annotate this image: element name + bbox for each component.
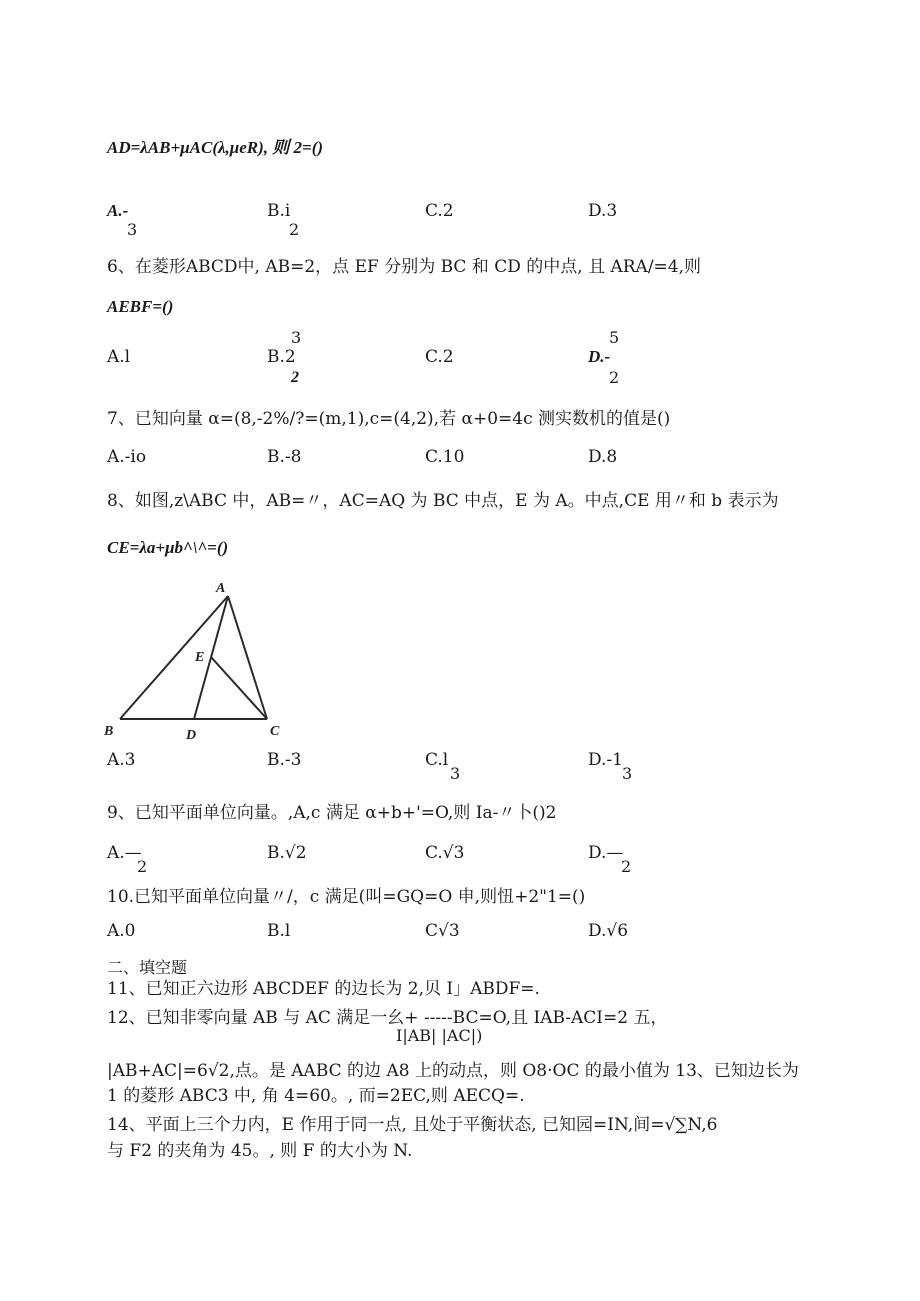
q6-option-d: D.- [588, 347, 611, 366]
q6-stem-line2: AEBF=() [107, 297, 174, 316]
edge-ac [228, 596, 267, 719]
q12-stem: 12、已知非零向量 AB 与 AC 满足一幺+ -----BC=O,且 IAB-ACI=2 五， [107, 1008, 668, 1028]
q8-option-b: B.-3 [267, 750, 302, 770]
q11-stem: 11、已知正六边形 ABCDEF 的边长为 2,贝 I」ABDF=. [107, 979, 540, 999]
q8-option-d: D.-1 [588, 750, 623, 770]
q9-option-a: A.— [107, 843, 142, 863]
q9-stem: 9、已知平面单位向量。,A,c 满足 α+b+'=O,则 Ia-〃卜()2 [107, 803, 557, 823]
q6-option-b-sub: 2 [291, 369, 299, 386]
label-point-d: D [186, 728, 197, 743]
q5-option-a: A.- [107, 201, 129, 220]
q6-option-d-sub: 2 [609, 368, 620, 387]
q7-option-b: B.-8 [267, 447, 302, 467]
q6-option-c: C.2 [425, 347, 454, 367]
q5-option-b-sub: 2 [289, 220, 300, 239]
q7-option-c: C.10 [425, 447, 465, 467]
q8-option-d-sub: 3 [622, 764, 633, 783]
q6-stem: 6、在菱形ABCD中, AB=2，点 EF 分别为 BC 和 CD 的中点, 且 ARA/=4,则 [107, 257, 702, 277]
label-point-c: C [270, 724, 280, 739]
q6-option-d-sup: 5 [609, 328, 620, 347]
q7-stem: 7、已知向量 α=(8,-2%/?=(m,1),c=(4,2),若 α+0=4c 测实数机的值是() [107, 409, 671, 429]
q10-option-d: D.√6 [588, 921, 629, 941]
triangle-figure [100, 575, 300, 745]
q8-stem: 8、如图,z\ABC 中，AB=〃，AC=AQ 为 BC 中点，E 为 A。中点,CE 用〃和 b 表示为 [107, 491, 779, 511]
q8-option-a: A.3 [107, 750, 136, 770]
q8-option-c: C.l [425, 750, 449, 770]
q8-option-c-sub: 3 [450, 764, 461, 783]
q9-option-a-sub: 2 [137, 857, 148, 876]
q10-option-b: B.l [267, 921, 291, 941]
q9-option-c: C.√3 [425, 843, 465, 863]
label-point-e: E [195, 650, 205, 665]
label-point-b: B [104, 724, 114, 739]
q14-stem-line2: 与 F2 的夹角为 45。, 则 F 的大小为 N. [107, 1141, 413, 1161]
q6-option-b-sup: 3 [291, 328, 302, 347]
q10-option-a: A.0 [107, 921, 136, 941]
section-2-heading: 二、填空题 [107, 958, 188, 977]
q10-stem: 10.已知平面单位向量〃/，c 满足(叫=GQ=O 申,则忸+2"1=() [107, 887, 586, 907]
q14-stem: 14、平面上三个力内，E 作用于同一点, 且处于平衡状态, 已知园=IN,间=√∑N,6 [107, 1115, 718, 1135]
q5-option-d: D.3 [588, 201, 618, 221]
q5-option-b: B.i [267, 201, 291, 221]
segment-ce [211, 657, 267, 719]
q9-option-d-sub: 2 [621, 857, 632, 876]
q9-option-b: B.√2 [267, 843, 307, 863]
q6-option-a: A.l [107, 347, 131, 367]
q5-option-c: C.2 [425, 201, 454, 221]
q12-fraction-denominator: I|AB| |AC|) [396, 1026, 483, 1045]
q7-option-a: A.-io [107, 447, 147, 467]
label-point-a: A [216, 581, 226, 596]
q8-stem-line2: CE=λa+μb^\^=() [107, 538, 229, 557]
q5-stem: AD=λAB+μAC(λ,μeR), 则 2=() [107, 138, 324, 157]
q13-stem: 1 的菱形 ABC3 中, 角 4=60。, 而=2EC,则 AECQ=. [107, 1086, 525, 1106]
q6-option-b: B.2 [267, 347, 296, 367]
q9-option-d: D.— [588, 843, 624, 863]
q12-stem-line2: |AB+AC|=6√2,点。是 AABC 的边 A8 上的动点，则 O8·OC 的最小值为 13、已知边长为 [107, 1061, 799, 1081]
q10-option-c: C√3 [425, 921, 460, 941]
q7-option-d: D.8 [588, 447, 618, 467]
q5-option-a-sub: 3 [127, 220, 138, 239]
